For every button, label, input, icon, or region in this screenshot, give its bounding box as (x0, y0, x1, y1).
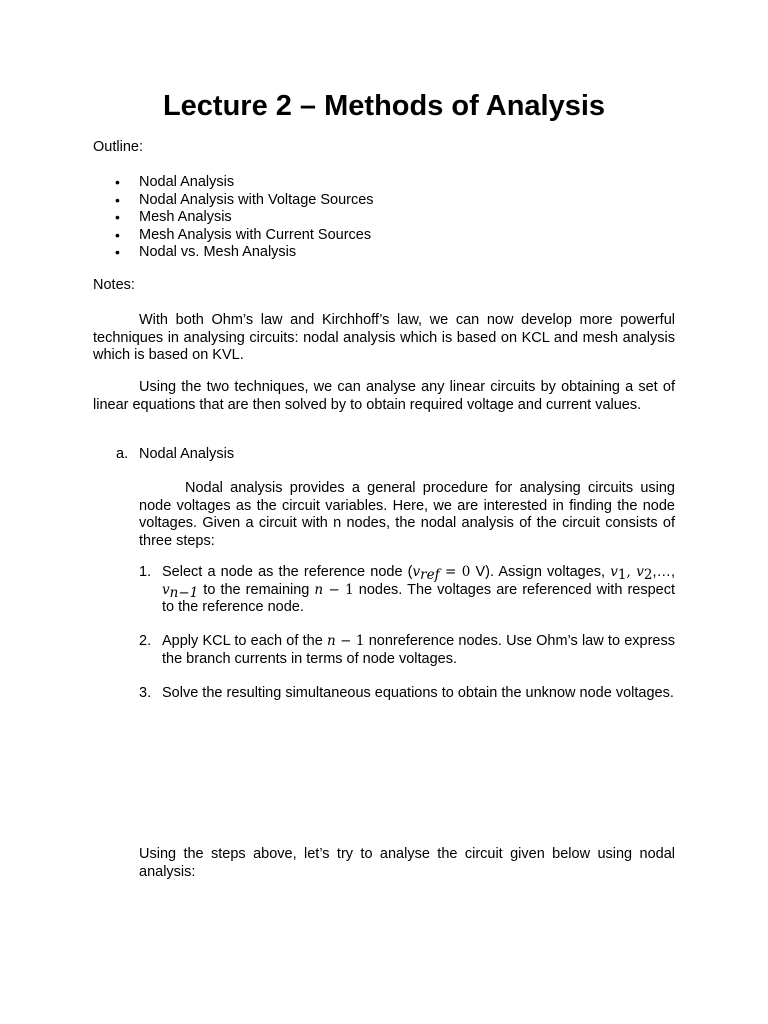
bullet-icon: • (115, 174, 120, 190)
bullet-icon: • (115, 244, 120, 260)
outline-label: Outline: (93, 139, 143, 155)
step-2 (139, 633, 675, 668)
step-3 (139, 685, 675, 703)
bullet-icon: • (115, 209, 120, 225)
section-heading-text: Nodal Analysis (139, 446, 235, 462)
step-number: 2. (139, 633, 152, 649)
step-1 (139, 564, 675, 617)
outline-item: • Nodal Analysis with Voltage Sources (115, 191, 374, 208)
outline-item: • Mesh Analysis (115, 209, 232, 225)
step-item: 1. Select a node as the reference node ($v_{ref} = 0$ V). Assign voltages, $v_1$, $v_2,\dots$, $v_{n-1}$ to the remaining n − 1 nodes. The voltages are referenced with respect to the reference node. (139, 564, 675, 615)
notes-paragraph-2: Using the two techniques, we can analyse any linear circuits by obtaining a set of linear equations that are then solved by to obtain required voltage and current values. (93, 379, 675, 413)
notes-label: Notes: (93, 277, 135, 293)
outline-item: • Nodal vs. Mesh Analysis (115, 244, 297, 260)
outline-item: • Nodal Analysis (115, 174, 235, 190)
nodal-analysis-intro: Nodal analysis provides a general procedure for analysing circuits using node voltages as the circuit variables. Here, we are interested in finding the node voltages. Given a circuit with n nodes, the nodal analysis of the circuit consists of three steps: (139, 480, 675, 549)
outline-item: • Mesh Analysis with Current Sources (115, 226, 372, 243)
section-heading-nodal-analysis (116, 446, 234, 464)
section-marker: a. (116, 446, 129, 462)
step-item: 2. Apply KCL to each of the n − 1 nonreference nodes. Use Ohm’s law to express the branch currents in terms of node voltages. (139, 633, 675, 667)
bullet-icon: • (115, 191, 120, 208)
closing-paragraph: Using the steps above, let’s try to analyse the circuit given below using nodal analysis: (139, 846, 675, 880)
step-number: 1. (139, 564, 152, 580)
page-title: Lecture 2 – Methods of Analysis (162, 90, 606, 122)
outline-list (93, 174, 374, 262)
step-item: 3. Solve the resulting simultaneous equations to obtain the unknow node voltages. (139, 685, 674, 701)
bullet-icon: • (115, 226, 120, 243)
notes-paragraph-1: With both Ohm’s law and Kirchhoff’s law, we can now develop more powerful techniques in analysing circuits: nodal analysis which is based on KCL and mesh analysis which is based on KVL. (93, 312, 675, 363)
step-number: 3. (139, 685, 152, 701)
